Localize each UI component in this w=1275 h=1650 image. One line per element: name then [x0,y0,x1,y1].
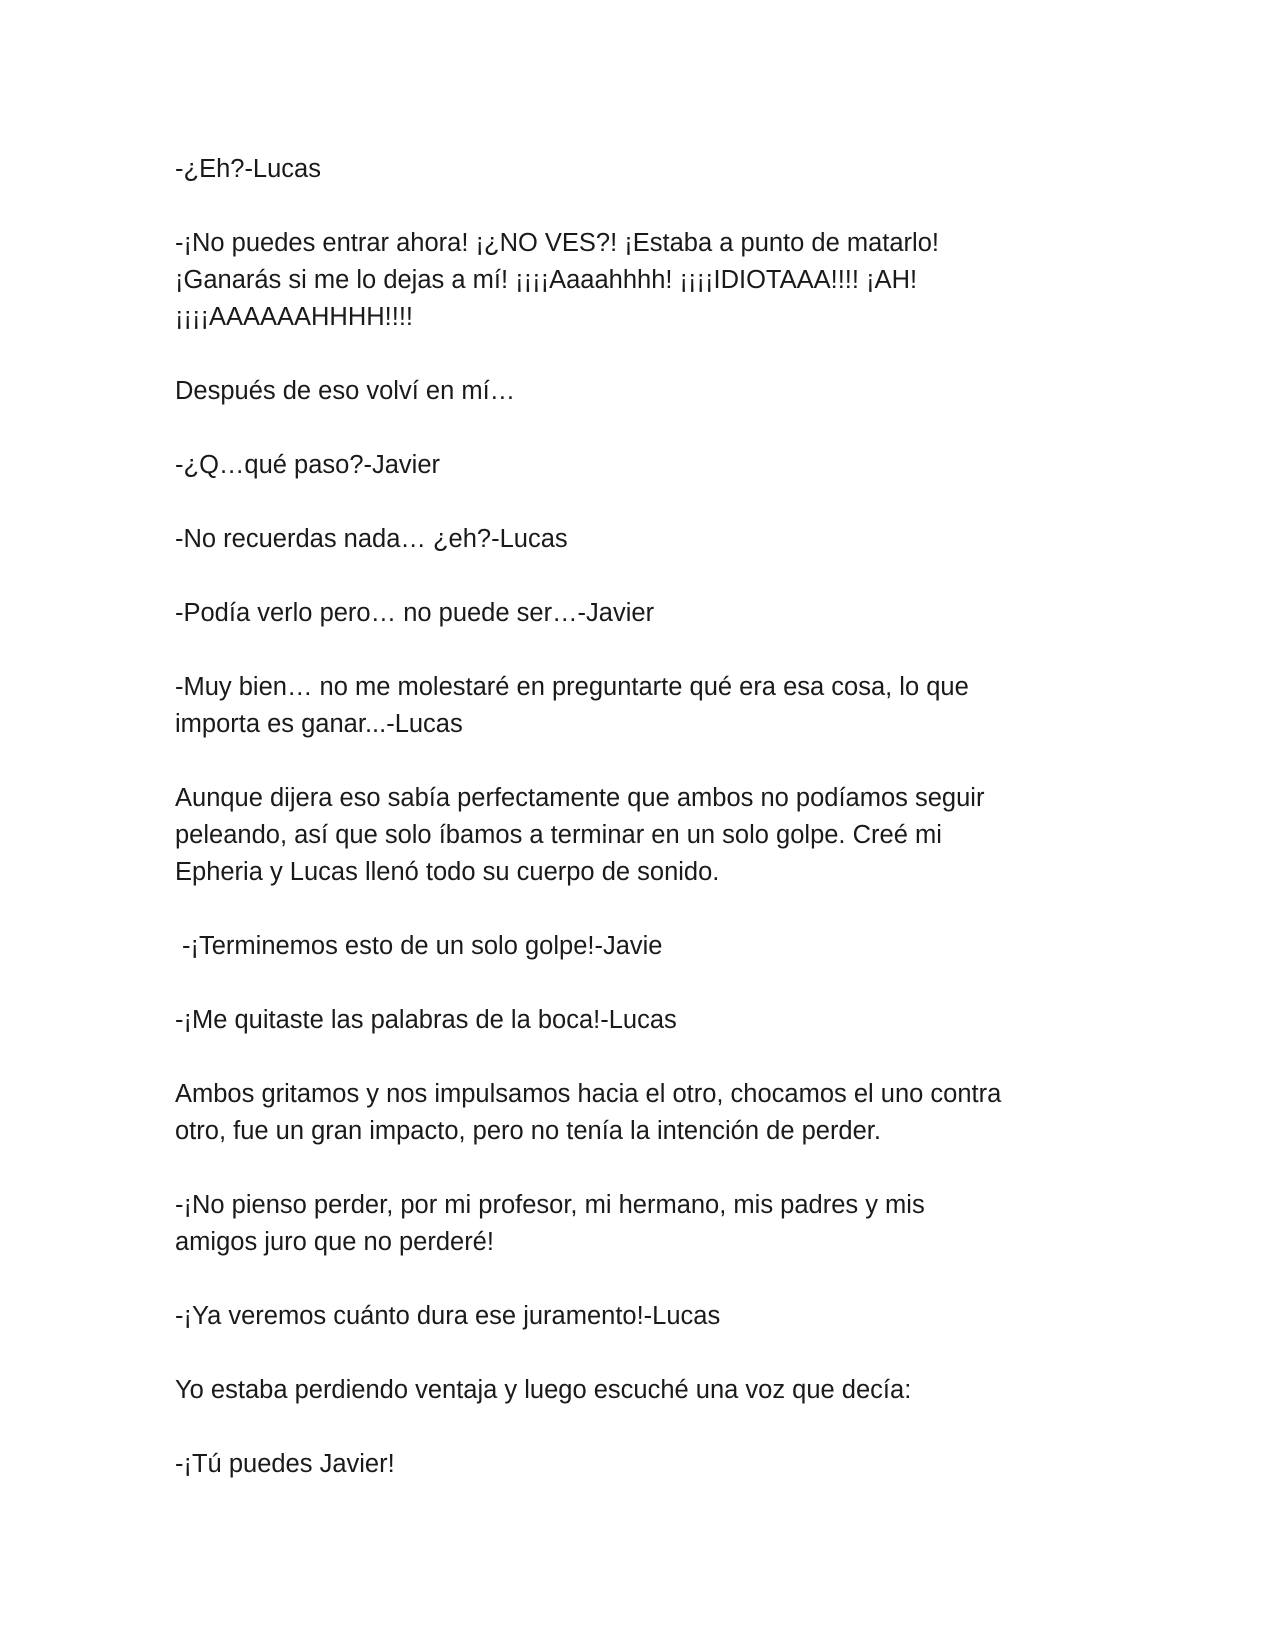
paragraph: -Podía verlo pero… no puede ser…-Javier [175,599,655,627]
paragraph: -¿Eh?-Lucas [175,155,321,183]
paragraph: -¡Ya veremos cuánto dura ese juramento!-Lucas [175,1302,721,1330]
document-body [175,151,1095,1520]
paragraph: -¿Q…qué paso?-Javier [175,451,441,479]
paragraph: -No recuerdas nada… ¿eh?-Lucas [175,525,568,553]
paragraph: -¡Me quitaste las palabras de la boca!-Lucas [175,1006,677,1034]
paragraph: -Muy bien… no me molestaré en preguntarte qué era esa cosa, lo que importa es ganar...-Lucas [175,673,969,738]
paragraph: -¡No pienso perder, por mi profesor, mi hermano, mis padres y mis amigos juro que no perderé! [175,1191,925,1256]
paragraph: Ambos gritamos y nos impulsamos hacia el otro, chocamos el uno contra otro, fue un gran impacto, pero no tenía la intención de perder. [175,1080,1002,1145]
paragraph: Después de eso volví en mí… [175,377,516,405]
paragraph: -¡Tú puedes Javier! [175,1450,395,1478]
paragraph: -¡No puedes entrar ahora! ¡¿NO VES?! ¡Estaba a punto de matarlo! ¡Ganarás si me lo dejas a mí! ¡¡¡¡Aaaahhhh! ¡¡¡¡IDIOTAAA!!!! ¡AH! ¡¡¡¡AAAAAAHHHH!!!! [175,229,939,331]
paragraph: Aunque dijera eso sabía perfectamente que ambos no podíamos seguir peleando, así que solo íbamos a terminar en un solo golpe. Creé mi Epheria y Lucas llenó todo su cuerpo de sonido. [175,784,985,886]
paragraph: -¡Terminemos esto de un solo golpe!-Javie [182,932,663,960]
paragraph: Yo estaba perdiendo ventaja y luego escuché una voz que decía: [175,1376,912,1404]
